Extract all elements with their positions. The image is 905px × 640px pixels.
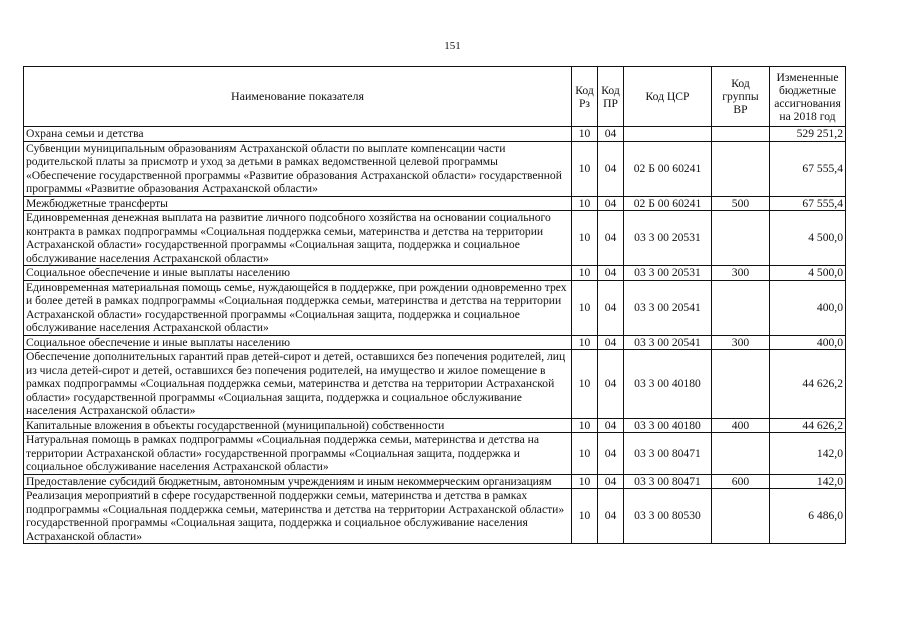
row-rz: 10 — [572, 141, 598, 196]
row-pr: 04 — [598, 433, 624, 475]
row-rz: 10 — [572, 489, 598, 544]
row-name: Предоставление субсидий бюджетным, автономным учреждениям и иным некоммерческим организациям — [24, 474, 572, 489]
row-csr: 03 3 00 80471 — [624, 433, 712, 475]
row-csr: 03 3 00 40180 — [624, 418, 712, 433]
row-amount: 400,0 — [770, 280, 846, 335]
table-row — [24, 141, 846, 196]
row-amount: 4 500,0 — [770, 266, 846, 281]
row-rz: 10 — [572, 418, 598, 433]
header-rz: Код Рз — [572, 67, 598, 127]
row-name: Социальное обеспечение и иные выплаты населению — [24, 335, 572, 350]
row-pr: 04 — [598, 489, 624, 544]
row-pr: 04 — [598, 141, 624, 196]
row-amount: 44 626,2 — [770, 350, 846, 419]
row-pr: 04 — [598, 418, 624, 433]
table-row — [24, 211, 846, 266]
page-number: 151 — [444, 40, 461, 52]
row-rz: 10 — [572, 350, 598, 419]
table-row — [24, 335, 846, 350]
row-name: Субвенции муниципальным образованиям Астраханской области по выплате компенсации части родительской платы за присмотр и уход за детьми в рамках ведомственной целевой программы «Обеспечение государственной программы «Развитие образования Астраханской области» государственной программы «Развитие образования Астраханской области» — [24, 141, 572, 196]
table-row — [24, 266, 846, 281]
row-csr: 03 3 00 20541 — [624, 280, 712, 335]
row-name: Натуральная помощь в рамках подпрограммы «Социальная поддержка семьи, материнства и детства на территории Астраханской области» государственной программы «Социальная защита, поддержка и социальное обслуживание населения Астраханской области» — [24, 433, 572, 475]
row-name: Обеспечение дополнительных гарантий прав детей-сирот и детей, оставшихся без попечения родителей, лиц из числа детей-сирот и детей, оставшихся без попечения родителей, на имущество и жилое помещение в рамках подпрограммы «Социальная поддержка семьи, материнства и детства на территории Астраханской области» государственной программы «Социальная защита, поддержка и социальное обслуживание населения Астраханской области» — [24, 350, 572, 419]
row-pr: 04 — [598, 127, 624, 142]
table-row — [24, 280, 846, 335]
row-csr: 03 3 00 20531 — [624, 266, 712, 281]
row-rz: 10 — [572, 474, 598, 489]
header-amount: Измененные бюджетные ассигнования на 2018 год — [770, 67, 846, 127]
row-name: Охрана семьи и детства — [24, 127, 572, 142]
row-amount: 400,0 — [770, 335, 846, 350]
row-pr: 04 — [598, 280, 624, 335]
row-rz: 10 — [572, 211, 598, 266]
table-header — [24, 67, 846, 127]
row-pr: 04 — [598, 474, 624, 489]
row-rz: 10 — [572, 433, 598, 475]
table-row — [24, 474, 846, 489]
row-rz: 10 — [572, 266, 598, 281]
table-row — [24, 350, 846, 419]
row-pr: 04 — [598, 266, 624, 281]
row-vr: 300 — [712, 266, 770, 281]
row-pr: 04 — [598, 196, 624, 211]
row-rz: 10 — [572, 280, 598, 335]
row-name: Единовременная материальная помощь семье, нуждающейся в поддержке, при рождении одновременно трех и более детей в рамках подпрограммы «Социальная поддержка семьи, материнства и детства на территории Астраханской области» государственной программы «Социальная защита, поддержка и социальное обслуживание населения Астраханской области» — [24, 280, 572, 335]
row-pr: 04 — [598, 335, 624, 350]
row-csr: 03 3 00 40180 — [624, 350, 712, 419]
row-vr: 400 — [712, 418, 770, 433]
row-vr — [712, 350, 770, 419]
row-rz: 10 — [572, 335, 598, 350]
row-name: Реализация мероприятий в сфере государственной поддержки семьи, материнства и детства в рамках подпрограммы «Социальная поддержка семьи, материнства и детства на территории Астраханской области» государственной программы «Социальная защита, поддержка и социальное обслуживание населения Астраханской области» — [24, 489, 572, 544]
row-amount: 67 555,4 — [770, 141, 846, 196]
row-amount: 529 251,2 — [770, 127, 846, 142]
row-vr: 500 — [712, 196, 770, 211]
row-vr — [712, 433, 770, 475]
budget-table — [23, 66, 846, 544]
header-pr: Код ПР — [598, 67, 624, 127]
row-pr: 04 — [598, 211, 624, 266]
table-row — [24, 433, 846, 475]
header-name: Наименование показателя — [24, 67, 572, 127]
table-body — [24, 127, 846, 544]
row-vr — [712, 141, 770, 196]
row-csr: 02 Б 00 60241 — [624, 141, 712, 196]
row-amount: 44 626,2 — [770, 418, 846, 433]
header-vr: Код группы ВР — [712, 67, 770, 127]
row-vr — [712, 489, 770, 544]
row-name: Социальное обеспечение и иные выплаты населению — [24, 266, 572, 281]
row-rz: 10 — [572, 196, 598, 211]
row-name: Капитальные вложения в объекты государственной (муниципальной) собственности — [24, 418, 572, 433]
row-csr: 03 3 00 20531 — [624, 211, 712, 266]
table-row — [24, 196, 846, 211]
row-name: Межбюджетные трансферты — [24, 196, 572, 211]
row-vr: 300 — [712, 335, 770, 350]
row-amount: 6 486,0 — [770, 489, 846, 544]
row-vr — [712, 211, 770, 266]
row-amount: 67 555,4 — [770, 196, 846, 211]
row-vr: 600 — [712, 474, 770, 489]
table-row — [24, 127, 846, 142]
row-rz: 10 — [572, 127, 598, 142]
row-vr — [712, 127, 770, 142]
row-amount: 142,0 — [770, 474, 846, 489]
row-amount: 4 500,0 — [770, 211, 846, 266]
header-csr: Код ЦСР — [624, 67, 712, 127]
row-csr: 03 3 00 80471 — [624, 474, 712, 489]
row-name: Единовременная денежная выплата на развитие личного подсобного хозяйства на основании социального контракта в рамках подпрограммы «Социальная поддержка семьи, материнства и детства на территории Астраханской области» государственной программы «Социальная защита, поддержка и социальное обслуживание населения Астраханской области» — [24, 211, 572, 266]
row-csr: 02 Б 00 60241 — [624, 196, 712, 211]
row-amount: 142,0 — [770, 433, 846, 475]
row-csr: 03 3 00 80530 — [624, 489, 712, 544]
row-csr: 03 3 00 20541 — [624, 335, 712, 350]
table-row — [24, 489, 846, 544]
row-pr: 04 — [598, 350, 624, 419]
row-csr — [624, 127, 712, 142]
table-row — [24, 418, 846, 433]
row-vr — [712, 280, 770, 335]
